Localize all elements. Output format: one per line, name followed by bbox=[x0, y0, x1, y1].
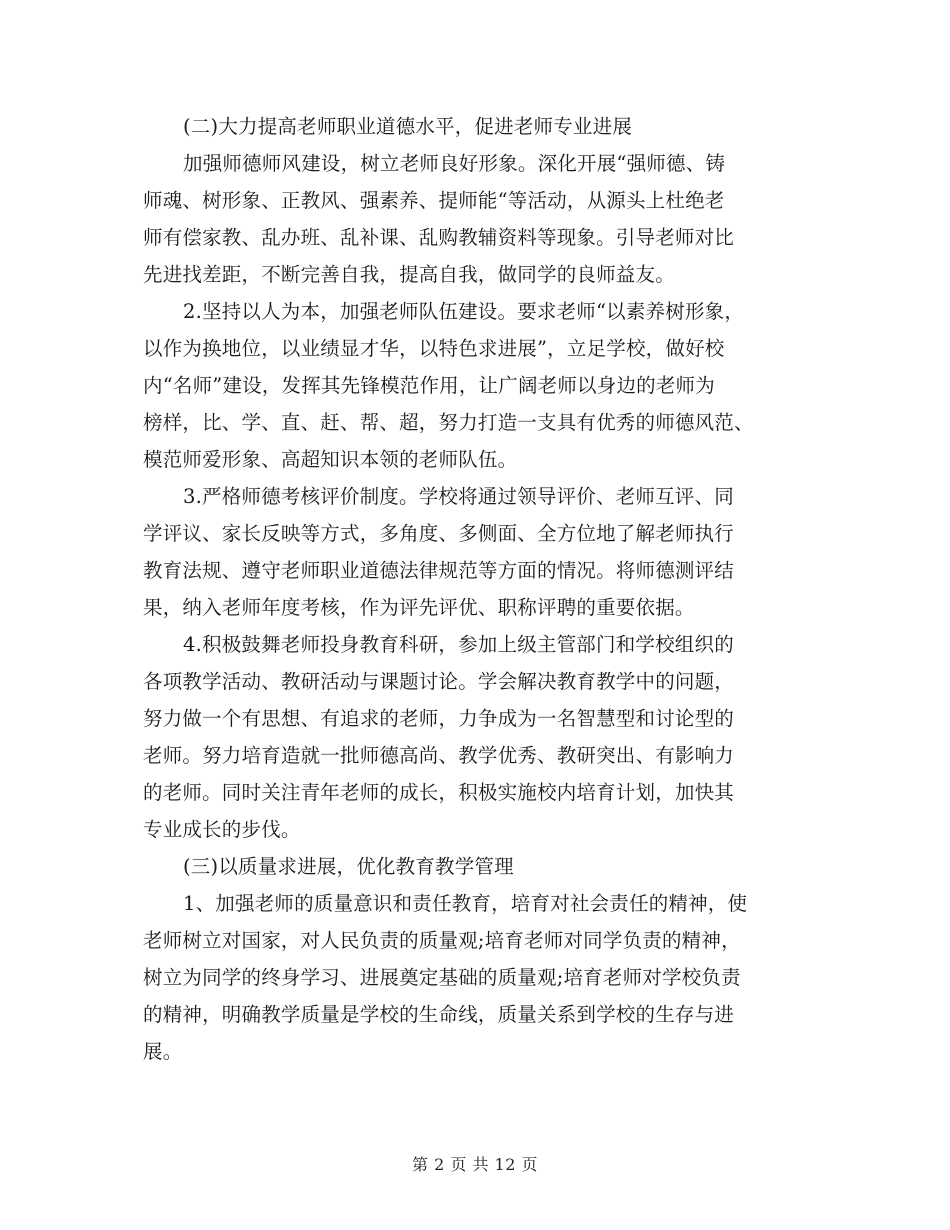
page-number-footer: 第 2 页 共 12 页 bbox=[412, 1155, 538, 1174]
text-line: 树立为同学的终身学习、进展奠定基础的质量观;培育老师对学校负责 bbox=[143, 966, 741, 989]
text-line: 3.严格师德考核评价制度。学校将通过领导评价、老师互评、同 bbox=[183, 485, 734, 508]
text-line: 榜样，比、学、直、赶、帮、超，努力打造一支具有优秀的师德风范、 bbox=[143, 411, 754, 434]
text-line: 先进找差距，不断完善自我，提高自我，做同学的良师益友。 bbox=[143, 263, 675, 286]
text-line: 专业成长的步伐。 bbox=[143, 818, 301, 841]
text-line: (二)大力提高老师职业道德水平，促进老师专业进展 bbox=[183, 115, 633, 138]
text-line: 内“名师”建设，发挥其先锋模范作用，让广阔老师以身边的老师为 bbox=[143, 374, 715, 397]
text-line: 教育法规、遵守老师职业道德法律规范等方面的情况。将师德测评结 bbox=[143, 559, 735, 582]
text-line: 4.积极鼓舞老师投身教育科研，参加上级主管部门和学校组织的 bbox=[183, 633, 734, 656]
text-line: 2.坚持以人为本，加强老师队伍建设。要求老师“以素养树形象， bbox=[183, 300, 745, 323]
text-line: 的老师。同时关注青年老师的成长，积极实施校内培育计划，加快其 bbox=[143, 781, 735, 804]
text-line: (三)以质量求进展，优化教育教学管理 bbox=[183, 855, 514, 878]
text-line: 老师。努力培育造就一批师德高尚、教学优秀、教研突出、有影响力 bbox=[143, 744, 735, 767]
text-line: 果，纳入老师年度考核，作为评先评优、职称评聘的重要依据。 bbox=[143, 596, 695, 619]
text-line: 努力做一个有思想、有追求的老师，力争成为一名智慧型和讨论型的 bbox=[143, 707, 735, 730]
text-line: 1、加强老师的质量意识和责任教育，培育对社会责任的精神，使 bbox=[183, 892, 748, 915]
text-line: 模范师爱形象、高超知识本领的老师队伍。 bbox=[143, 448, 518, 471]
text-line: 学评议、家长反映等方式，多角度、多侧面、全方位地了解老师执行 bbox=[143, 522, 735, 545]
text-line: 的精神，明确教学质量是学校的生命线，质量关系到学校的生存与进 bbox=[143, 1003, 735, 1026]
text-line: 各项教学活动、教研活动与课题讨论。学会解决教育教学中的问题， bbox=[143, 670, 735, 693]
text-line: 以作为换地位，以业绩显才华，以特色求进展”，立足学校，做好校 bbox=[143, 337, 725, 360]
text-line: 师魂、树形象、正教风、强素养、提师能“等活动，从源头上杜绝老 bbox=[143, 189, 725, 212]
text-line: 老师树立对国家，对人民负责的质量观;培育老师对同学负责的精神， bbox=[143, 929, 741, 952]
document-body bbox=[143, 108, 807, 1070]
text-line: 加强师德师风建设，树立老师良好形象。深化开展“强师德、铸 bbox=[183, 152, 726, 175]
text-line: 师有偿家教、乱办班、乱补课、乱购教辅资料等现象。引导老师对比 bbox=[143, 226, 735, 249]
text-line: 展。 bbox=[143, 1040, 183, 1063]
